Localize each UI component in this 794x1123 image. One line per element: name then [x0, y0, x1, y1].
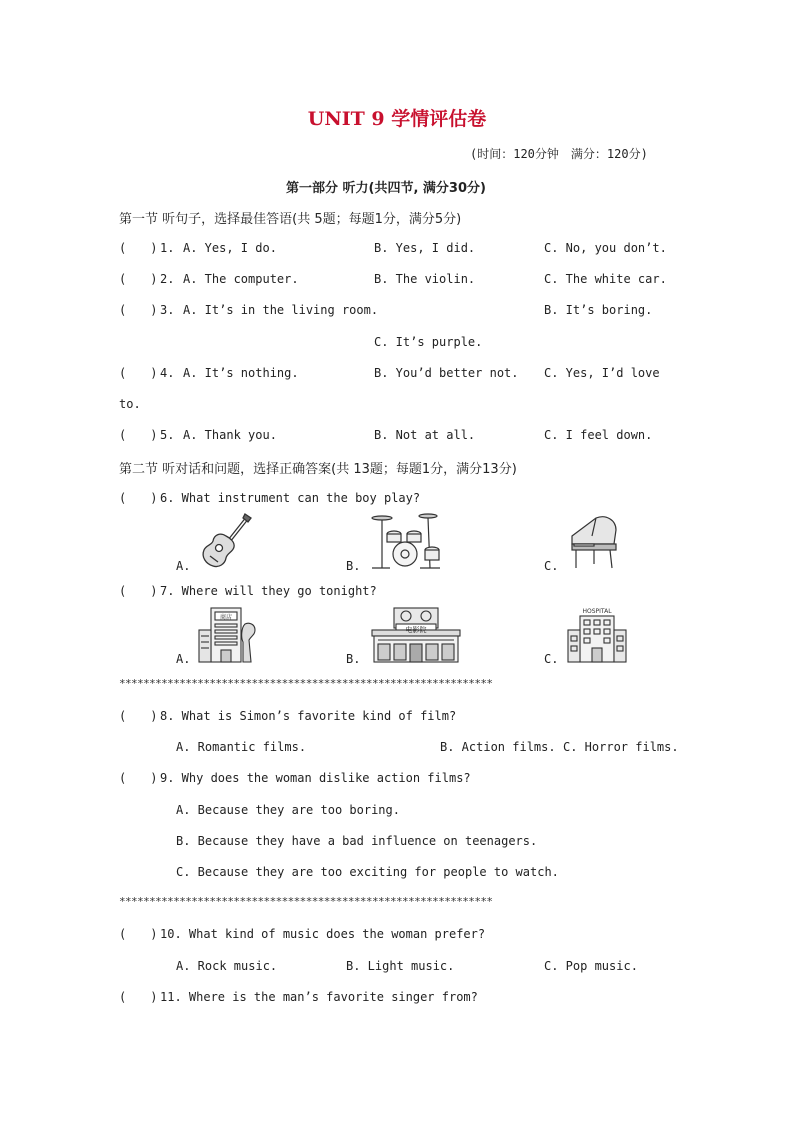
- answer-blank[interactable]: ( ): [119, 709, 158, 723]
- part1-heading: 第一部分 听力(共四节, 满分30分): [286, 181, 486, 196]
- answer-blank[interactable]: ( ): [119, 491, 158, 505]
- option-a: A. Thank you.: [183, 428, 277, 442]
- question-text: 11. Where is the man’s favorite singer from?: [160, 990, 478, 1004]
- option-c: C. The white car.: [544, 272, 667, 286]
- answer-blank[interactable]: ( ): [119, 584, 158, 598]
- question-number: 4.: [160, 366, 175, 380]
- option-a: A. Romantic films.: [176, 740, 307, 754]
- answer-blank[interactable]: ( ): [119, 241, 158, 255]
- option-a: A. Because they are too boring.: [176, 803, 400, 817]
- option-c: C. No, you don’t.: [544, 241, 667, 255]
- option-b: B. Light music.: [346, 959, 455, 973]
- shop-sign: 商店: [219, 614, 233, 621]
- option-b-label: B.: [346, 652, 361, 666]
- option-b: B. It’s boring.: [544, 303, 653, 317]
- answer-blank[interactable]: ( ): [119, 272, 158, 286]
- time-info: (时间：120分钟 满分：120分): [470, 147, 648, 161]
- option-c: C. Yes, I’d love: [544, 366, 660, 380]
- option-a: A. Yes, I do.: [183, 241, 277, 255]
- option-c: C. Horror films.: [563, 740, 679, 754]
- option-a: A. The computer.: [183, 272, 299, 286]
- question-number: 3.: [160, 303, 175, 317]
- option-c: C. I feel down.: [544, 428, 653, 442]
- option-a: A. Rock music.: [176, 959, 278, 973]
- answer-blank[interactable]: ( ): [119, 428, 158, 442]
- page-title: UNIT 9 学情评估卷: [307, 108, 487, 130]
- section2-heading: 第二节 听对话和问题，选择正确答案(共 13题；每题1分，满分13分): [119, 462, 517, 477]
- option-b: B. You’d better not.: [374, 366, 519, 380]
- question-text: 10. What kind of music does the woman prefer?: [160, 927, 486, 941]
- question-text: 6. What instrument can the boy play?: [160, 491, 421, 505]
- option-b: B. The violin.: [374, 272, 476, 286]
- option-a: A. It’s in the living room.: [183, 303, 379, 317]
- question-number: 5.: [160, 428, 175, 442]
- option-c: C. Because they are too exciting for people to watch.: [176, 865, 559, 879]
- option-a-label: A.: [176, 559, 191, 573]
- option-b: B. Yes, I did.: [374, 241, 476, 255]
- option-c-label: C.: [544, 652, 559, 666]
- guitar-icon: [200, 512, 252, 570]
- drum-kit-icon: [368, 512, 444, 570]
- option-a: A. It’s nothing.: [183, 366, 299, 380]
- section1-heading: 第一节 听句子，选择最佳答语(共 5题；每题1分，满分5分): [119, 212, 462, 227]
- answer-blank[interactable]: ( ): [119, 303, 158, 317]
- cinema-building-icon: [368, 606, 464, 664]
- question-number: 1.: [160, 241, 175, 255]
- question-number: 2.: [160, 272, 175, 286]
- hospital-building-icon: [564, 604, 630, 664]
- shop-building-icon: [197, 604, 263, 664]
- cinema-sign: 电影院: [405, 626, 427, 634]
- separator-stars: **************************************************************: [119, 677, 493, 690]
- question-text: 7. Where will they go tonight?: [160, 584, 377, 598]
- option-b: B. Action films.: [440, 740, 556, 754]
- option-b-label: B.: [346, 559, 361, 573]
- hospital-sign: HOSPITAL: [582, 608, 612, 615]
- option-a-label: A.: [176, 652, 191, 666]
- option-c: C. Pop music.: [544, 959, 638, 973]
- question-text: 8. What is Simon’s favorite kind of film?: [160, 709, 457, 723]
- option-b: B. Because they have a bad influence on teenagers.: [176, 834, 538, 848]
- answer-blank[interactable]: ( ): [119, 771, 158, 785]
- separator-stars: **************************************************************: [119, 895, 493, 908]
- answer-blank[interactable]: ( ): [119, 927, 158, 941]
- option-c: C. It’s purple.: [374, 335, 483, 349]
- option-c-label: C.: [544, 559, 559, 573]
- answer-blank[interactable]: ( ): [119, 366, 158, 380]
- question-text: 9. Why does the woman dislike action films?: [160, 771, 471, 785]
- piano-icon: [566, 514, 622, 572]
- answer-blank[interactable]: ( ): [119, 990, 158, 1004]
- option-b: B. Not at all.: [374, 428, 476, 442]
- option-c-continued: to.: [119, 397, 141, 411]
